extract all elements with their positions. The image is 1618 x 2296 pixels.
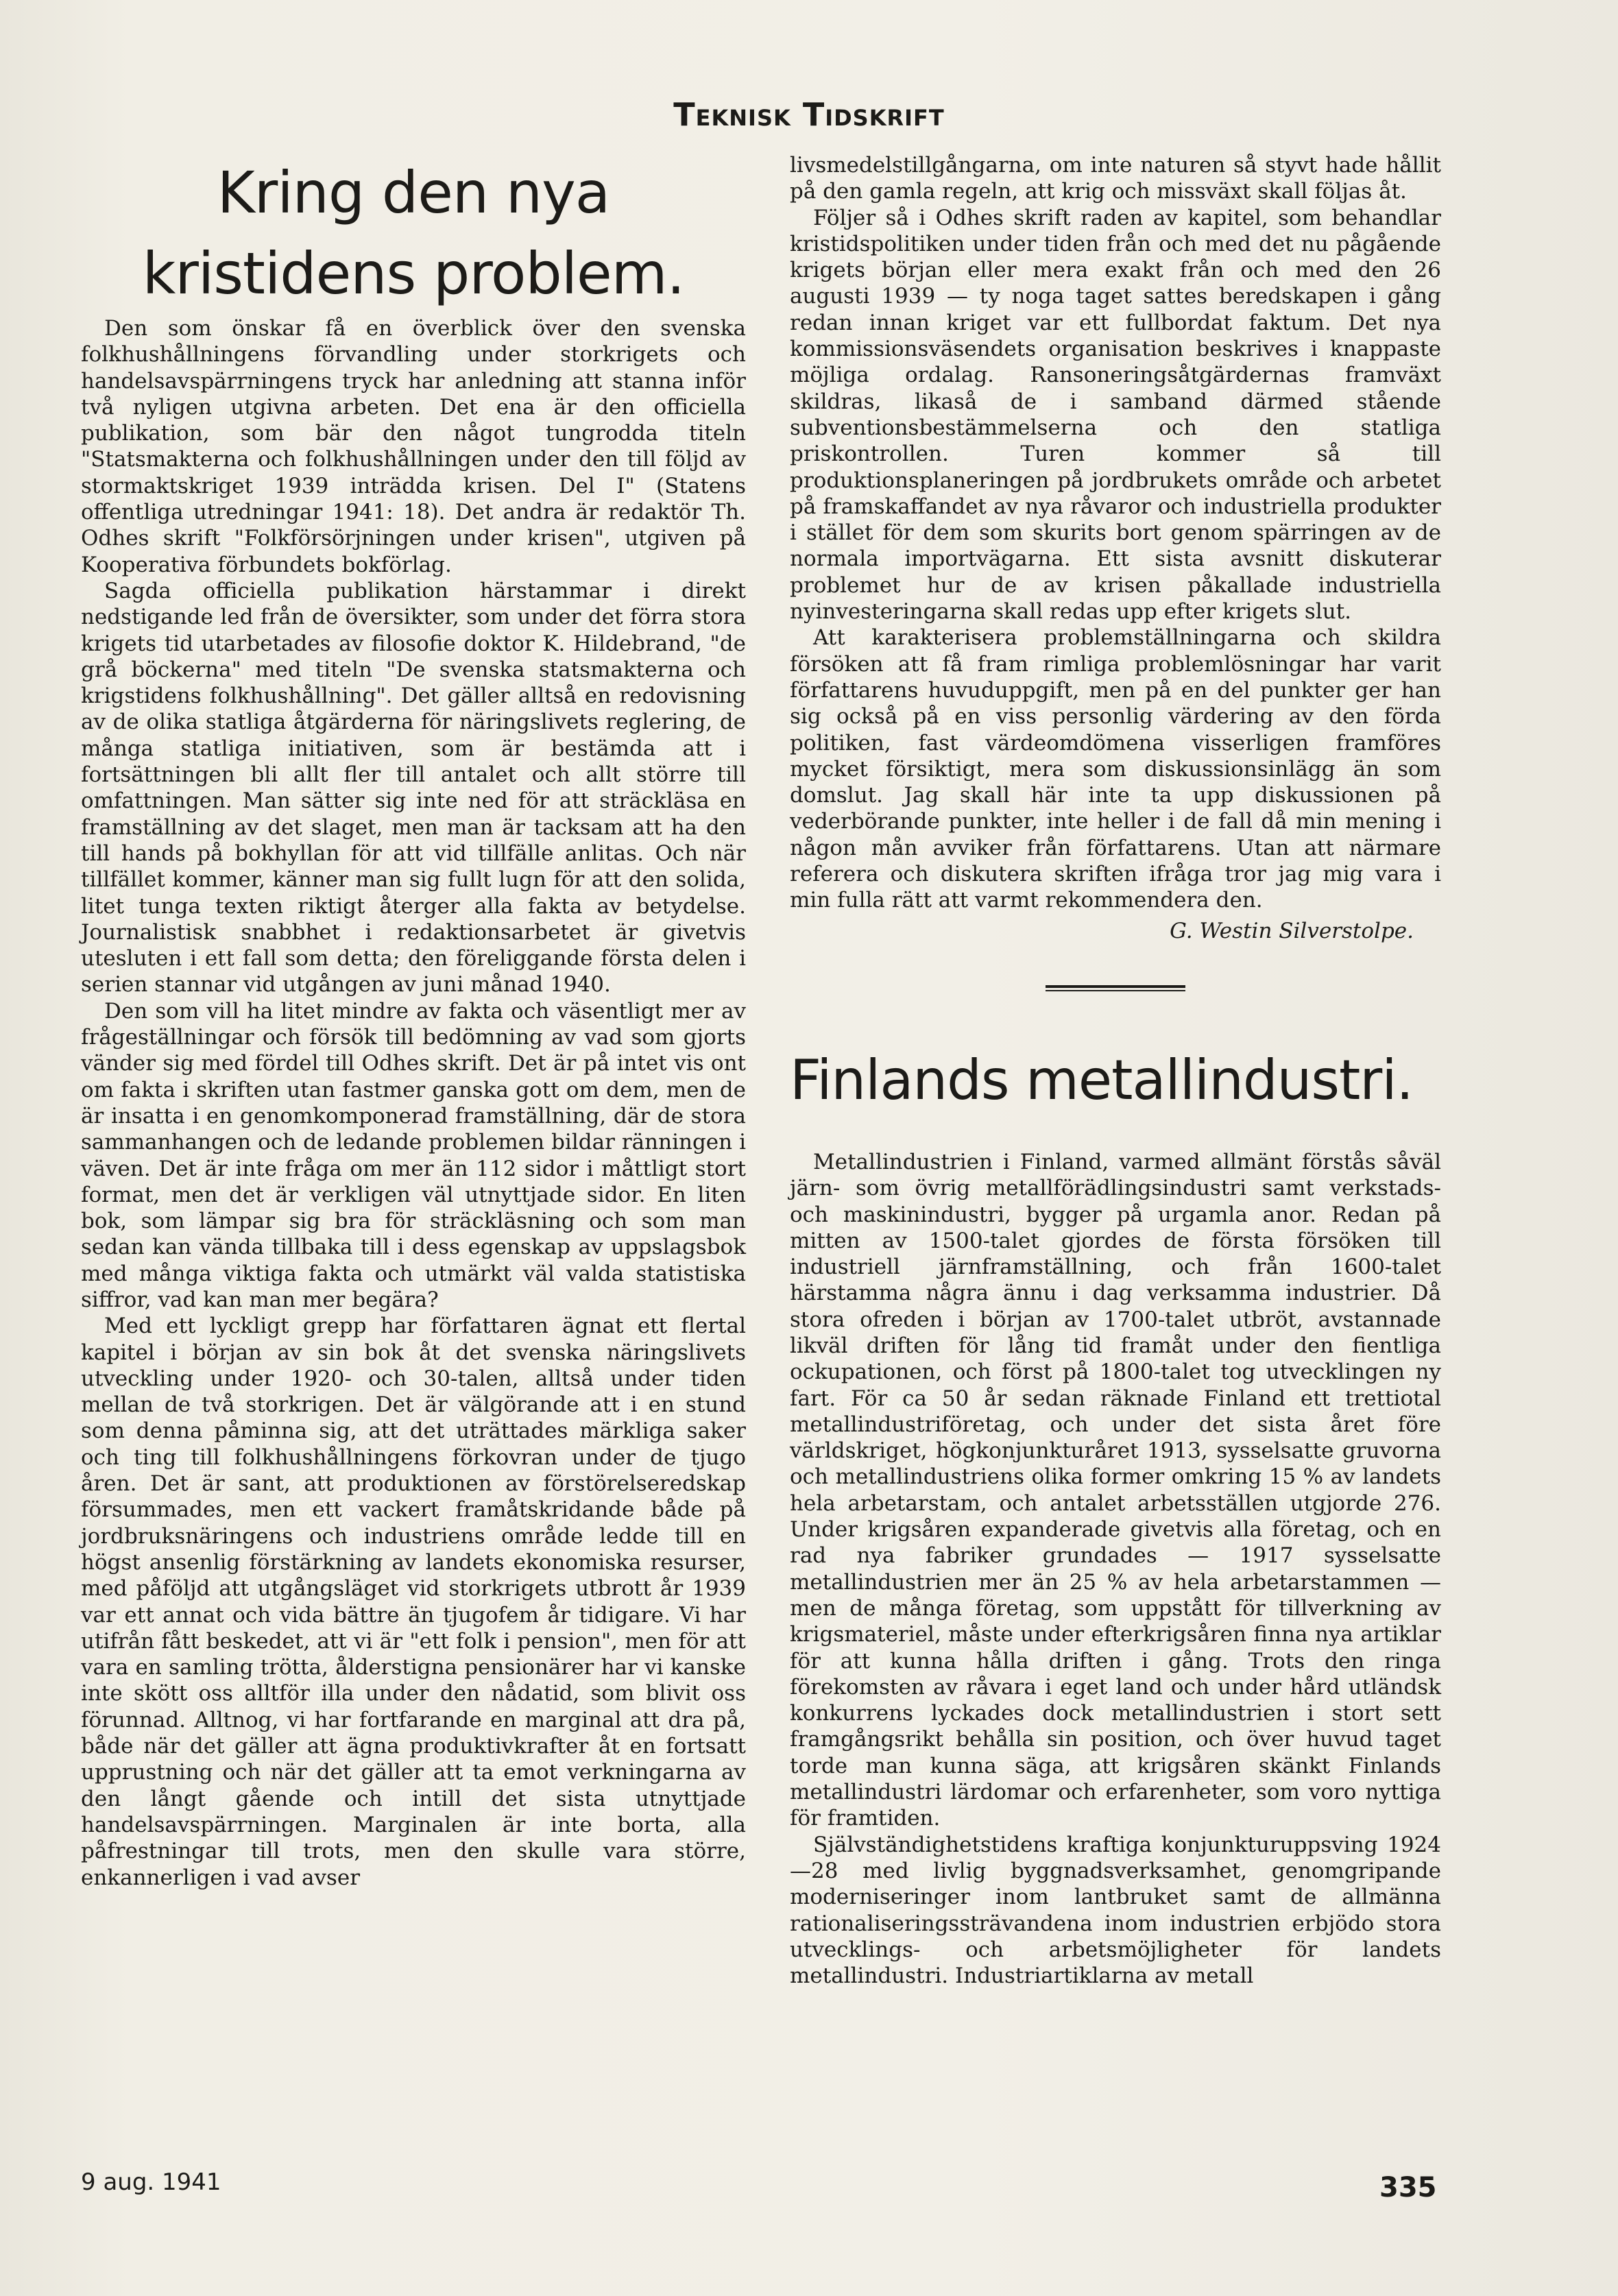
page-number: 335 [1379, 2172, 1437, 2203]
article-1-paragraph: Den som önskar få en överblick över den svenska folkhushållningens förvandling under storkrigets och handelsavspärrningens tryck har anledning att stanna inför två nyligen utgivna arbeten. Det ena är den officiella publikation, som bär den något tungrodda titeln "Statsmakterna och folkhushållningen under den till följd av stormaktskriget 1939 inträdda krisen. Del I" (Statens offentliga utredningar 1941: 18). Det andra är redaktör Th. Odhes skrift "Folkförsörjningen under krisen", utgiven på Kooperativa förbundets bokförlag. [81, 316, 746, 577]
article-1-paragraph: livsmedelstillgångarna, om inte naturen så styvt hade hållit på den gamla regeln, att krig och missväxt skall följas åt. [790, 153, 1441, 204]
article-1-signature: G. Westin Silverstolpe. [1170, 918, 1414, 943]
left-column [81, 315, 746, 1891]
right-column [790, 152, 1441, 1989]
article-2-paragraph: Självständighetstidens kraftiga konjunkturuppsving 1924—28 med livlig byggnadsverksamhet, genomgripande moderniseringer inom lantbruket samt de allmänna rationaliseringssträvandena inom industrien erbjödo stora utvecklings- och arbetsmöjligheter för landets metallindustri. Industriartiklarna av metall [790, 1832, 1441, 1989]
masthead: Teknisk Tidskrift [673, 96, 945, 133]
section-divider [1046, 985, 1185, 991]
article-1-paragraph: Den som vill ha litet mindre av fakta och väsentligt mer av frågeställningar och försök till bedömning av vad som gjorts vänder sig med fördel till Odhes skrift. Det är på intet vis ont om fakta i skriften utan fastmer ganska gott om dem, men de är insatta i en genomkomponerad framställning, där de stora sammanhangen och de ledande problemen bildar ränningen i väven. Det är inte fråga om mer än 112 sidor i måttligt stort format, men det är verkligen väl utnyttjade sidor. En liten bok, som lämpar sig bra för sträckläsning och som man sedan kan vända tillbaka till i dess egenskap av uppslagsbok med många viktiga fakta och utmärkt väl valda statistiska siffror, vad kan man mer begära? [81, 998, 746, 1312]
article-2-title: Finlands metallindustri. [790, 1048, 1413, 1112]
article-1-paragraph: Sagda officiella publikation härstammar i direkt nedstigande led från de översikter, som under det förra stora krigets tid utarbetades av filosofie doktor K. Hildebrand, "de grå böckerna" med titeln "De svenska statsmakterna och krigstidens folkhushållning". Det gäller alltså en redovisning av de olika statliga åtgärderna för näringslivets reglering, de många statliga initiativen, som är bestämda att i fortsättningen bli allt fler till antalet och allt större till omfattningen. Man sätter sig inte ned för att sträckläsa en framställning av det slaget, men man är tacksam att ha den till hands på bokhyllan för att vid tillfälle anlitas. Och när tillfället kommer, känner man sig fullt lugn för att den solida, litet tunga texten riktigt återger alla fakta av betydelse. Journalistisk snabbhet i redaktionsarbetet är givetvis utesluten i ett fall som detta; den föreliggande första delen i serien stannar vid utgången av juni månad 1940. [81, 578, 746, 998]
issue-date: 9 aug. 1941 [81, 2168, 221, 2196]
article-2-paragraph: Metallindustrien i Finland, varmed allmänt förstås såväl järn- som övrig metallförädlingsindustri samt verkstads- och maskinindustri, bygger på urgamla anor. Redan på mitten av 1500-talet gjordes de första försöken till industriell järnframställning, och från 1600-talet härstamma några ännu i dag verksamma industrier. Då stora ofreden i början av 1700-talet utbröt, avstannade likväl driften för lång tid framåt under den fientliga ockupationen, och först på 1800-talet tog utvecklingen ny fart. För ca 50 år sedan räknade Finland ett trettiotal metallindustriföretag, och under det sista året före världskriget, högkonjunkturåret 1913, sysselsatte gruvorna och metallindustriens olika former omkring 15 % av landets hela arbetarstam, och antalet arbetsställen utgjorde 276. Under krigsåren expanderade givetvis alla företag, och en rad nya fabriker grundades — 1917 sysselsatte metallindustrien mer än 25 % av hela arbetarstammen — men de många företag, som uppstått för tillverkning av krigsmateriel, måste under efterkrigsåren finna nya artiklar för att kunna hålla driften i gång. Trots den ringa förekomsten av råvara i eget land och under hård utländsk konkurrens lyckades dock metallindustrien i stort sett framgångsrikt behålla sin position, och över huvud taget torde man kunna säga, att krigsåren skänkt Finlands metallindustri lärdomar och erfarenheter, som voro nyttiga för framtiden. [790, 1149, 1441, 1831]
article-1-title: Kring den nya kristidens problem. [142, 159, 685, 307]
article-1-paragraph: Att karakterisera problemställningarna och skildra försöken att få fram rimliga problemlösningar har varit författarens huvuduppgift, men på en del punkter ger han sig också på en viss personlig värdering av den förda politiken, fast värdeomdömena visserligen framföres mycket försiktigt, mera som diskussionsinlägg än som domslut. Jag skall här inte ta upp diskussionen på vederbörande punkter, inte heller i de fall då min mening i någon mån avviker från författarens. Utan att närmare referera och diskutera skriften ifråga tror jag mig vara i min fulla rätt att varmt rekommendera den. [790, 625, 1441, 913]
article-1-paragraph: Med ett lyckligt grepp har författaren ägnat ett flertal kapitel i början av sin bok åt det svenska näringslivets utveckling under 1920- och 30-talen, alltså under tiden mellan de två storkrigen. Det är välgörande att i en stund som denna påminna sig, att det uträttades märkliga saker och ting till folkhushållningens förkovran under de tjugo åren. Det är sant, att produktionen av förstörelseredskap försummades, men ett vackert framåtskridande både på jordbruksnäringens och industriens område ledde till en högst ansenlig förstärkning av landets ekonomiska resurser, med påföljd att utgångsläget vid storkrigets utbrott år 1939 var ett annat och vida bättre än tjugofem år tidigare. Vi har utifrån fått beskedet, att vi är "ett folk i pension", men för att vara en samling trötta, ålderstigna pensionärer har vi kanske inte skött oss alltför illa under den nådatid, som blivit oss förunnad. Alltnog, vi har fortfarande en marginal att dra på, både när det gäller att ägna produktivkrafter åt en fortsatt upprustning och när det gäller att ta emot verkningarna av den långt gående och intill det sista utnyttjade handelsavspärrningen. Marginalen är inte borta, alla påfrestningar till trots, men den skulle vara större, enkannerligen i vad avser [81, 1314, 746, 1890]
article-1-paragraph: Följer så i Odhes skrift raden av kapitel, som behandlar kristidspolitiken under tiden från och med det nu pågående krigets början eller mera exakt från och med den 26 augusti 1939 — ty noga taget sattes beredskapen i gång redan innan kriget var ett fullbordat faktum. Det nya kommissionsväsendets organisation beskrives i knappaste möjliga ordalag. Ransoneringsåtgärdernas framväxt skildras, likaså de i samband därmed stående subventionsbestämmelserna och den statliga priskontrollen. Turen kommer så till produktionsplaneringen på jordbrukets område och arbetet på framskaffandet av nya råvaror och industriella produkter i stället för dem som skurits bort genom spärringen av de normala importvägarna. Ett sista avsnitt diskuterar problemet hur de av krisen påkallade industriella nyinvesteringarna skall redas upp efter krigets slut. [790, 205, 1441, 625]
